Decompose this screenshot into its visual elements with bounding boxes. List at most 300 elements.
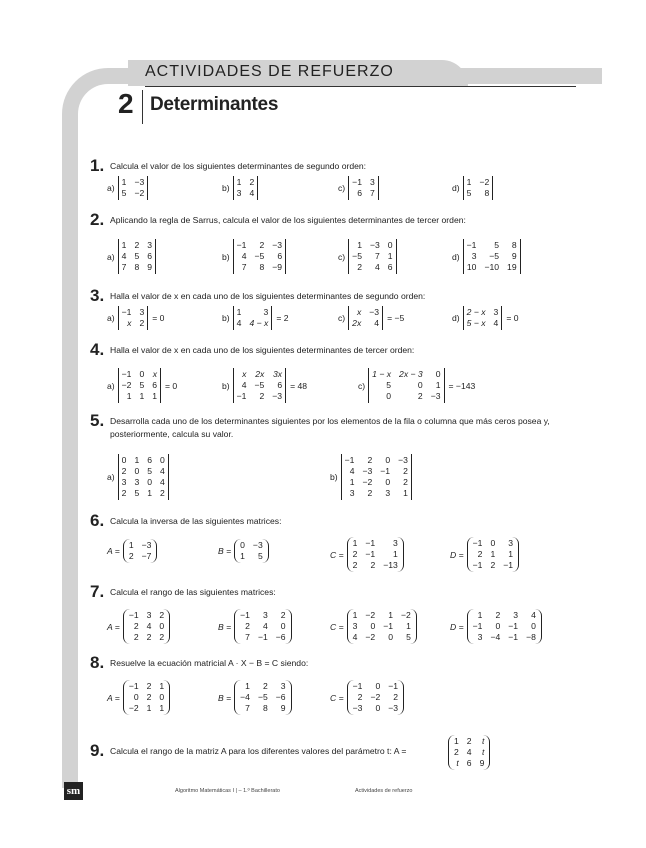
matrix-cell: 1 bbox=[128, 540, 134, 550]
determinant bbox=[348, 239, 396, 274]
matrix-cell: 7 bbox=[369, 188, 375, 198]
exercise-item bbox=[107, 539, 157, 563]
matrix-name: B = bbox=[218, 546, 232, 556]
matrix-cell: −1 bbox=[257, 632, 268, 642]
matrix-cell: −1 bbox=[352, 177, 362, 187]
matrix-cell: −4 bbox=[240, 692, 250, 702]
determinant bbox=[463, 306, 503, 330]
matrix-cell: 8 bbox=[134, 262, 140, 272]
matrix-cell: 5 bbox=[147, 466, 152, 476]
matrix-cell: 2 bbox=[280, 610, 286, 620]
matrix-cell: 2 bbox=[139, 318, 145, 328]
matrix-cell: 1 bbox=[357, 240, 362, 250]
matrix-cell: 2 bbox=[367, 488, 373, 498]
exercise-item bbox=[330, 537, 404, 572]
matrix-cell: 5 bbox=[406, 632, 411, 642]
matrix-cell: 3 bbox=[280, 681, 286, 691]
matrix-cell: 4 bbox=[121, 251, 127, 261]
exercise-item bbox=[107, 609, 170, 644]
matrix bbox=[467, 609, 542, 644]
matrix bbox=[234, 609, 291, 644]
matrix-cell: 0 bbox=[159, 621, 165, 631]
exercise-item bbox=[107, 454, 169, 500]
matrix-cell: 0 bbox=[139, 369, 145, 379]
matrix-cell: −3 bbox=[141, 540, 152, 550]
matrix-cell: −1 bbox=[352, 681, 363, 691]
item-label: a) bbox=[107, 313, 115, 323]
exercise-item bbox=[107, 680, 170, 715]
item-label: b) bbox=[222, 380, 230, 391]
item-label: a) bbox=[107, 472, 115, 482]
determinant bbox=[233, 368, 286, 403]
determinant bbox=[118, 454, 169, 500]
exercise-item bbox=[338, 176, 379, 200]
matrix-cell: 1 − x bbox=[372, 369, 392, 379]
matrix-cell: 4 bbox=[374, 318, 380, 328]
matrix-cell: 0 bbox=[387, 240, 393, 250]
matrix-cell: 7 bbox=[241, 262, 247, 272]
matrix-cell: 1 bbox=[139, 391, 145, 401]
matrix-cell: 4 bbox=[249, 188, 255, 198]
matrix-cell: x bbox=[356, 307, 362, 317]
matrix-cell: 1 bbox=[134, 455, 140, 465]
matrix-cell: 0 bbox=[435, 369, 441, 379]
matrix-cell: 4 bbox=[241, 251, 247, 261]
matrix-cell: −1 bbox=[128, 681, 139, 691]
matrix-cell: −3 bbox=[369, 307, 380, 317]
matrix-cell: 1 bbox=[508, 549, 514, 559]
matrix-cell: −1 bbox=[472, 560, 483, 570]
exercise-text: Halla el valor de x en cada uno de los siguientes determinantes de tercer orden: bbox=[110, 345, 415, 355]
matrix-cell: 1 bbox=[403, 488, 408, 498]
matrix-cell: −3 bbox=[398, 455, 408, 465]
matrix-cell: −1 bbox=[236, 240, 247, 250]
matrix-cell: 0 bbox=[495, 621, 501, 631]
matrix-cell: −3 bbox=[362, 466, 373, 476]
matrix-cell: 2 bbox=[403, 466, 408, 476]
determinant bbox=[341, 454, 412, 500]
unit-divider bbox=[142, 90, 143, 124]
matrix-cell: 8 bbox=[259, 262, 265, 272]
item-label: d) bbox=[452, 313, 460, 323]
matrix-cell: 10 bbox=[466, 262, 477, 272]
matrix-cell: −2 bbox=[401, 610, 411, 620]
matrix-cell: 2 bbox=[357, 262, 362, 272]
matrix-cell: 2 bbox=[245, 621, 250, 631]
matrix-cell: t bbox=[481, 747, 485, 757]
matrix-cell: 4 bbox=[262, 621, 268, 631]
determinant bbox=[118, 176, 149, 200]
exercise-item bbox=[107, 176, 148, 200]
matrix-cell: −1 bbox=[472, 621, 483, 631]
matrix-cell: x bbox=[242, 369, 247, 379]
exercise-item bbox=[222, 306, 289, 330]
matrix-cell: 0 bbox=[159, 692, 165, 702]
item-label: c) bbox=[358, 380, 366, 391]
matrix bbox=[123, 609, 170, 644]
matrix-cell: 0 bbox=[385, 455, 391, 465]
matrix-cell: 19 bbox=[507, 262, 517, 272]
matrix-cell: −10 bbox=[484, 262, 500, 272]
matrix-cell: −1 bbox=[508, 632, 519, 642]
matrix-cell: −3 bbox=[272, 391, 283, 401]
matrix-cell: 1 bbox=[240, 551, 245, 561]
exercise-item bbox=[338, 239, 397, 274]
matrix-cell: 2 bbox=[262, 681, 268, 691]
matrix-cell: 1 bbox=[159, 681, 165, 691]
matrix-cell: 3 bbox=[393, 538, 398, 548]
matrix-cell: 2 bbox=[259, 391, 265, 401]
matrix-cell: −13 bbox=[383, 560, 398, 570]
matrix-cell: x bbox=[127, 318, 132, 328]
matrix-cell: −1 bbox=[472, 538, 483, 548]
matrix-cell: 3 bbox=[134, 477, 140, 487]
matrix-cell: 0 bbox=[147, 477, 152, 487]
matrix-cell: 2 bbox=[495, 610, 501, 620]
matrix-cell: 3 bbox=[121, 477, 127, 487]
item-label: a) bbox=[107, 183, 115, 193]
exercise-text: Resuelve la ecuación matricial A · X − B = C siendo: bbox=[110, 658, 309, 668]
matrix-cell: t bbox=[456, 758, 459, 768]
matrix-cell: −1 bbox=[508, 621, 519, 631]
matrix bbox=[234, 539, 269, 563]
exercise-item bbox=[218, 609, 292, 644]
matrix-cell: 9 bbox=[147, 262, 152, 272]
exercise-number: 3. bbox=[90, 286, 105, 305]
matrix-cell: −1 bbox=[128, 610, 139, 620]
matrix-cell: 6 bbox=[277, 251, 283, 261]
matrix-cell: 2 bbox=[477, 549, 483, 559]
footer-book-title: Algoritmo Matemáticas I | – 1.º Bachillerato bbox=[175, 788, 280, 794]
matrix-cell: 2 bbox=[490, 560, 496, 570]
matrix-cell: −2 bbox=[362, 477, 373, 487]
equation-result: = 0 bbox=[152, 313, 165, 323]
matrix-cell: 1 bbox=[454, 736, 459, 746]
matrix-cell: −6 bbox=[275, 692, 286, 702]
matrix-cell: 3 bbox=[508, 538, 514, 548]
matrix-cell: 3 bbox=[493, 307, 499, 317]
matrix-cell: 0 bbox=[280, 621, 286, 631]
matrix bbox=[123, 539, 158, 563]
determinant bbox=[118, 239, 156, 274]
header-title: ACTIVIDADES DE REFUERZO bbox=[145, 63, 394, 80]
matrix-cell: −1 bbox=[503, 560, 514, 570]
matrix-cell: −3 bbox=[369, 240, 380, 250]
matrix-cell: 1 bbox=[352, 538, 358, 548]
matrix-cell: 5 bbox=[139, 380, 145, 390]
matrix-cell: 5 bbox=[121, 188, 127, 198]
header-rule bbox=[145, 86, 576, 87]
matrix-cell: 8 bbox=[511, 240, 517, 250]
item-label: c) bbox=[338, 313, 346, 323]
matrix-cell: 2 bbox=[134, 240, 140, 250]
exercise-item bbox=[330, 454, 412, 500]
determinant bbox=[118, 306, 149, 330]
exercise-number: 6. bbox=[90, 511, 105, 530]
matrix-cell: 2 bbox=[367, 455, 373, 465]
matrix-cell: 1 bbox=[147, 488, 152, 498]
equation-result: = −5 bbox=[387, 313, 405, 323]
determinant bbox=[463, 239, 521, 274]
matrix-cell: 2 − x bbox=[466, 307, 486, 317]
matrix-cell: 2 bbox=[146, 681, 152, 691]
matrix-cell: 4 bbox=[241, 380, 247, 390]
equation-result: = 48 bbox=[290, 380, 308, 391]
matrix-cell: −2 bbox=[365, 632, 376, 642]
exercise-number: 1. bbox=[90, 156, 105, 175]
exercise-item bbox=[218, 539, 269, 563]
matrix-cell: 3x bbox=[273, 369, 283, 379]
exercise-item bbox=[107, 368, 177, 403]
matrix-cell: −6 bbox=[275, 632, 286, 642]
matrix-cell: t bbox=[481, 736, 485, 746]
matrix-cell: −2 bbox=[134, 188, 145, 198]
matrix-cell: 8 bbox=[484, 188, 490, 198]
matrix-cell: −3 bbox=[430, 391, 441, 401]
unit-title: Determinantes bbox=[150, 94, 279, 115]
matrix-cell: −3 bbox=[252, 540, 263, 550]
matrix-cell: 0 bbox=[240, 540, 245, 550]
matrix bbox=[347, 609, 417, 644]
equation-result: = 0 bbox=[506, 313, 519, 323]
matrix-cell: 4 bbox=[352, 632, 358, 642]
matrix-cell: −9 bbox=[272, 262, 283, 272]
matrix-cell: 3 bbox=[263, 307, 269, 317]
matrix-cell: −1 bbox=[365, 538, 376, 548]
matrix-cell: 4 bbox=[466, 747, 472, 757]
matrix-cell: 2 bbox=[393, 692, 399, 702]
matrix-cell: −5 bbox=[254, 251, 265, 261]
matrix-cell: 1 bbox=[236, 307, 242, 317]
matrix-cell: 2 bbox=[121, 488, 127, 498]
matrix-cell: 5 bbox=[257, 551, 263, 561]
matrix-name: D = bbox=[450, 549, 464, 560]
footer-section: Actividades de refuerzo bbox=[355, 788, 413, 794]
determinant bbox=[233, 239, 286, 274]
matrix-cell: 2x − 3 bbox=[399, 369, 423, 379]
matrix-cell: −2 bbox=[365, 610, 376, 620]
exercise-item bbox=[450, 609, 542, 644]
matrix-cell: 2 bbox=[159, 632, 165, 642]
publisher-logo: sm bbox=[64, 782, 83, 800]
exercise-text: Calcula la inversa de las siguientes matrices: bbox=[110, 516, 282, 526]
matrix-cell: 4 − x bbox=[249, 318, 269, 328]
matrix-name: C = bbox=[330, 621, 344, 632]
matrix-cell: 2 bbox=[370, 560, 376, 570]
matrix-cell: 2 bbox=[146, 632, 152, 642]
matrix-cell: −8 bbox=[526, 632, 536, 642]
matrix-cell: 1 bbox=[393, 549, 398, 559]
matrix-cell: 4 bbox=[531, 610, 536, 620]
matrix-cell: 5 bbox=[134, 251, 140, 261]
equation-result: = −143 bbox=[448, 380, 476, 391]
matrix-cell: −5 bbox=[254, 380, 265, 390]
matrix-cell: 2 bbox=[121, 466, 127, 476]
exercise-item bbox=[338, 306, 404, 330]
matrix-cell: x bbox=[152, 369, 158, 379]
matrix-cell: −1 bbox=[236, 391, 247, 401]
matrix-cell: 4 bbox=[236, 318, 242, 328]
matrix-name: B = bbox=[218, 692, 232, 703]
matrix-cell: 5 bbox=[494, 240, 500, 250]
matrix-cell: 4 bbox=[493, 318, 499, 328]
matrix-cell: −1 bbox=[344, 455, 355, 465]
matrix-cell: 3 bbox=[369, 177, 375, 187]
exercise-text: Calcula el rango de la matriz A para los diferentes valores del parámetro t: A = bbox=[110, 746, 407, 756]
exercise-item bbox=[107, 239, 156, 274]
exercise-text: Halla el valor de x en cada uno de los siguientes determinantes de segundo orden: bbox=[110, 291, 426, 301]
matrix-cell: 3 bbox=[513, 610, 519, 620]
exercise-item bbox=[330, 680, 404, 715]
matrix-cell: 0 bbox=[386, 391, 392, 401]
matrix-cell: 2 bbox=[454, 747, 459, 757]
item-label: d) bbox=[452, 251, 460, 262]
matrix-cell: −1 bbox=[365, 549, 376, 559]
exercise-number: 5. bbox=[90, 411, 105, 430]
exercise-item bbox=[222, 368, 307, 403]
matrix-cell: 1 bbox=[477, 610, 483, 620]
matrix-cell: 5 − x bbox=[466, 318, 486, 328]
matrix-cell: 1 bbox=[435, 380, 441, 390]
matrix-cell: 2 bbox=[128, 551, 134, 561]
matrix-cell: 3 bbox=[147, 240, 152, 250]
matrix-cell: 1 bbox=[159, 703, 165, 713]
matrix-cell: −2 bbox=[370, 692, 381, 702]
item-label: c) bbox=[338, 251, 346, 262]
matrix-cell: 0 bbox=[385, 477, 391, 487]
matrix-cell: 3 bbox=[146, 610, 152, 620]
matrix-cell: 3 bbox=[262, 610, 268, 620]
matrix bbox=[448, 735, 490, 770]
matrix-cell: −5 bbox=[489, 251, 500, 261]
matrix-cell: 7 bbox=[245, 703, 250, 713]
exercise-item bbox=[330, 609, 417, 644]
matrix-cell: 1 bbox=[121, 177, 127, 187]
matrix-cell: 4 bbox=[160, 477, 165, 487]
matrix-cell: 3 bbox=[352, 621, 358, 631]
determinant bbox=[233, 176, 259, 200]
item-label: d) bbox=[452, 183, 460, 193]
matrix-cell: 1 bbox=[152, 391, 158, 401]
matrix-cell: −1 bbox=[383, 621, 394, 631]
matrix-cell: 2 bbox=[357, 692, 363, 702]
matrix-cell: 1 bbox=[388, 610, 394, 620]
matrix-cell: 2 bbox=[352, 560, 358, 570]
matrix-cell: 6 bbox=[387, 262, 393, 272]
exercise-item bbox=[222, 239, 286, 274]
matrix-cell: −1 bbox=[121, 369, 132, 379]
matrix-cell: 1 bbox=[387, 251, 393, 261]
matrix-cell: −5 bbox=[257, 692, 268, 702]
matrix bbox=[347, 537, 404, 572]
matrix-cell: 3 bbox=[477, 632, 483, 642]
matrix-cell: 2x bbox=[255, 369, 265, 379]
matrix bbox=[347, 680, 404, 715]
exercise-text: Aplicando la regla de Sarrus, calcula el valor de los siguientes determinantes de tercer orden: bbox=[110, 215, 466, 225]
matrix-cell: 8 bbox=[262, 703, 268, 713]
matrix-cell: 4 bbox=[375, 262, 380, 272]
matrix-cell: −1 bbox=[240, 610, 250, 620]
matrix-cell: −2 bbox=[479, 177, 490, 187]
matrix-cell: 3 bbox=[139, 307, 145, 317]
matrix-cell: −1 bbox=[466, 240, 477, 250]
matrix-cell: 0 bbox=[160, 455, 165, 465]
matrix-cell: −3 bbox=[352, 703, 363, 713]
matrix-cell: 4 bbox=[349, 466, 355, 476]
matrix-cell: 7 bbox=[375, 251, 380, 261]
matrix-cell: 6 bbox=[357, 188, 362, 198]
matrix-cell: 0 bbox=[134, 466, 140, 476]
matrix-cell: −1 bbox=[380, 466, 391, 476]
matrix-cell: 3 bbox=[471, 251, 477, 261]
exercise-number: 9. bbox=[90, 741, 105, 760]
determinant bbox=[368, 368, 444, 403]
item-label: b) bbox=[330, 472, 338, 482]
matrix-name: D = bbox=[450, 621, 464, 632]
exercise-item bbox=[452, 306, 519, 330]
matrix-cell: −1 bbox=[121, 307, 132, 317]
matrix-cell: 3 bbox=[385, 488, 391, 498]
matrix-cell: 1 bbox=[406, 621, 411, 631]
item-label: c) bbox=[338, 183, 346, 193]
matrix-cell: −2 bbox=[121, 380, 132, 390]
matrix-cell: −3 bbox=[272, 240, 283, 250]
matrix-cell: 0 bbox=[388, 632, 394, 642]
matrix-cell: 7 bbox=[245, 632, 250, 642]
matrix-cell: 1 bbox=[236, 177, 242, 187]
matrix-cell: 2 bbox=[133, 632, 139, 642]
exercise-item bbox=[222, 176, 258, 200]
matrix-cell: 4 bbox=[146, 621, 152, 631]
matrix-cell: 2 bbox=[259, 240, 265, 250]
determinant bbox=[463, 176, 494, 200]
matrix-cell: 9 bbox=[280, 703, 286, 713]
matrix-cell: 2 bbox=[159, 610, 165, 620]
exercise-item bbox=[450, 537, 519, 572]
matrix-cell: 6 bbox=[466, 758, 472, 768]
matrix bbox=[123, 680, 170, 715]
matrix-cell: 1 bbox=[349, 477, 355, 487]
matrix-cell: 6 bbox=[152, 380, 158, 390]
matrix-cell: 9 bbox=[511, 251, 517, 261]
matrix-name: B = bbox=[218, 621, 232, 632]
matrix-cell: 1 bbox=[466, 177, 472, 187]
exercise-number: 7. bbox=[90, 582, 105, 601]
matrix-cell: 0 bbox=[375, 703, 381, 713]
matrix-cell: 0 bbox=[370, 621, 376, 631]
matrix-cell: 2 bbox=[403, 477, 408, 487]
equation-result: = 2 bbox=[276, 313, 289, 323]
matrix-cell: 2 bbox=[146, 692, 152, 702]
matrix-cell: 4 bbox=[160, 466, 165, 476]
matrix-cell: 1 bbox=[121, 240, 127, 250]
exercise-number: 8. bbox=[90, 653, 105, 672]
item-label: b) bbox=[222, 183, 230, 193]
item-label: b) bbox=[222, 251, 230, 262]
matrix-cell: −4 bbox=[490, 632, 501, 642]
exercise-item bbox=[107, 306, 164, 330]
matrix-cell: 5 bbox=[466, 188, 472, 198]
matrix-cell: 6 bbox=[147, 251, 152, 261]
matrix bbox=[467, 537, 519, 572]
item-label: a) bbox=[107, 251, 115, 262]
exercise-text: Calcula el rango de las siguientes matrices: bbox=[110, 587, 276, 597]
exercise-item bbox=[218, 680, 292, 715]
matrix-cell: −2 bbox=[128, 703, 139, 713]
matrix-cell: −3 bbox=[388, 703, 399, 713]
matrix-cell: 2 bbox=[160, 488, 165, 498]
matrix-cell: 0 bbox=[133, 692, 139, 702]
